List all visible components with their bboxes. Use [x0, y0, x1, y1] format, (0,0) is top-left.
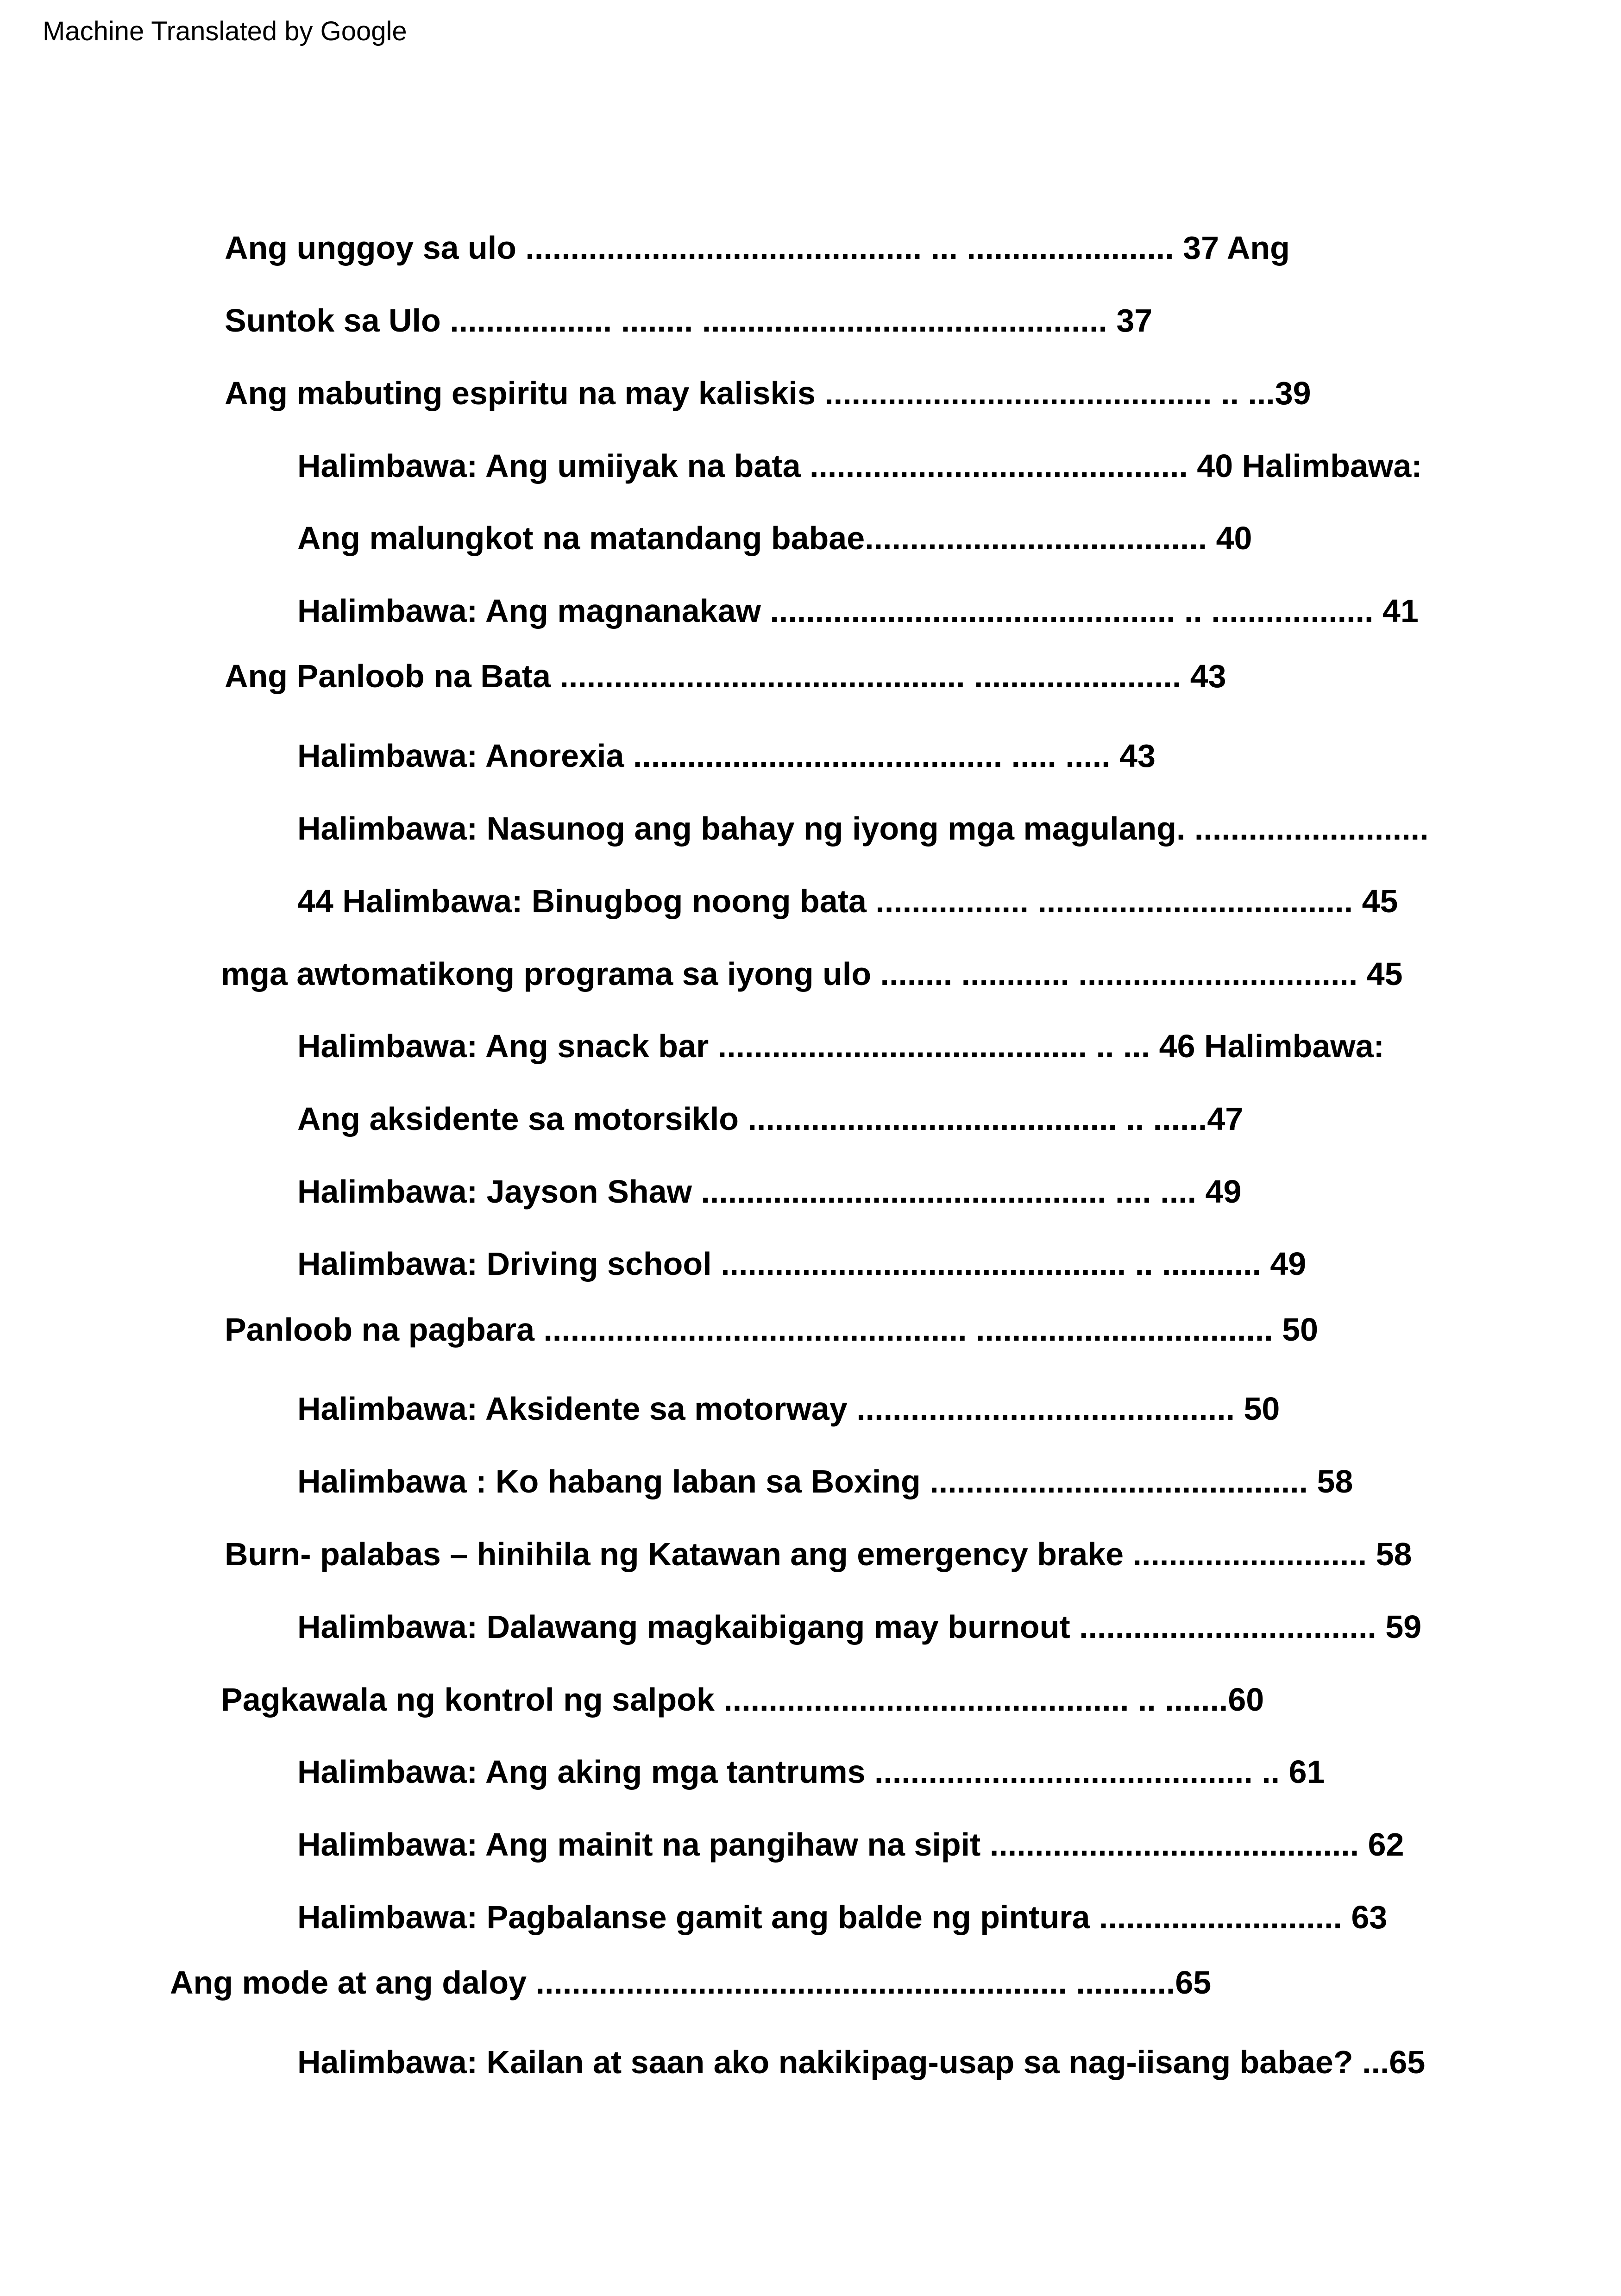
toc-entry: Burn- palabas – hinihila ng Katawan ang emergency brake .......................... 58 [225, 1536, 1412, 1572]
toc-subentry: Halimbawa : Ko habang laban sa Boxing .......................................... 58 [297, 1463, 1353, 1499]
toc-subentry: Halimbawa: Anorexia ......................................... ..... ..... 43 [297, 738, 1156, 774]
toc-subentry: Halimbawa: Jayson Shaw ............................................. .... .... 49 [297, 1173, 1242, 1210]
toc-entry: Ang mabuting espiritu na may kaliskis ........................................... .. ...39 [225, 375, 1311, 411]
toc-entry: Pagkawala ng kontrol ng salpok ............................................. .. .......60 [221, 1681, 1264, 1718]
toc-entry: Suntok sa Ulo .................. ........ ............................................. 37 [225, 302, 1153, 339]
toc-subentry: Halimbawa: Ang snack bar ......................................... .. ... 46 Halimbawa: [297, 1028, 1384, 1064]
toc-subentry: Halimbawa: Pagbalanse gamit ang balde ng pintura ........................... 63 [297, 1899, 1388, 1935]
toc-entry: Ang mode at ang daloy ........................................................... ...........65 [170, 1964, 1212, 2001]
toc-subentry: Halimbawa: Ang umiiyak na bata .......................................... 40 Halimbawa: [297, 448, 1422, 484]
machine-translation-notice: Machine Translated by Google [43, 16, 407, 46]
toc-subentry: Ang malungkot na matandang babae...................................... 40 [297, 520, 1252, 556]
toc-subentry: Halimbawa: Nasunog ang bahay ng iyong mga magulang. .......................... [297, 810, 1429, 847]
toc-subentry: Halimbawa: Aksidente sa motorway .......................................... 50 [297, 1391, 1280, 1427]
toc-subentry: Halimbawa: Driving school ............................................. .. ........... 49 [297, 1246, 1307, 1282]
toc-entry: Ang Panloob na Bata ............................................. ....................... 43 [225, 658, 1226, 694]
toc-subentry: Halimbawa: Ang mainit na pangihaw na sipit ......................................... 62 [297, 1826, 1404, 1863]
toc-subentry: Halimbawa: Dalawang magkaibigang may burnout ................................. 59 [297, 1609, 1422, 1645]
toc-entry: Ang unggoy sa ulo ............................................ ... ....................... 37 Ang [225, 230, 1290, 266]
toc-entry: mga awtomatikong programa sa iyong ulo ........ ............ ............................... 45 [221, 956, 1403, 992]
toc-subentry: Halimbawa: Ang magnanakaw ............................................. .. .................. 41 [297, 593, 1419, 629]
toc-subentry: 44 Halimbawa: Binugbog noong bata ................. ................................... 45 [297, 883, 1398, 919]
toc-subentry: Ang aksidente sa motorsiklo ......................................... .. ......47 [297, 1101, 1244, 1137]
toc-subentry: Halimbawa: Ang aking mga tantrums .......................................... .. 61 [297, 1754, 1325, 1790]
toc-entry: Panloob na pagbara ............................................... ................................. 50 [225, 1311, 1319, 1348]
toc-subentry: Halimbawa: Kailan at saan ako nakikipag-usap sa nag-iisang babae? ...65 [297, 2044, 1426, 2080]
